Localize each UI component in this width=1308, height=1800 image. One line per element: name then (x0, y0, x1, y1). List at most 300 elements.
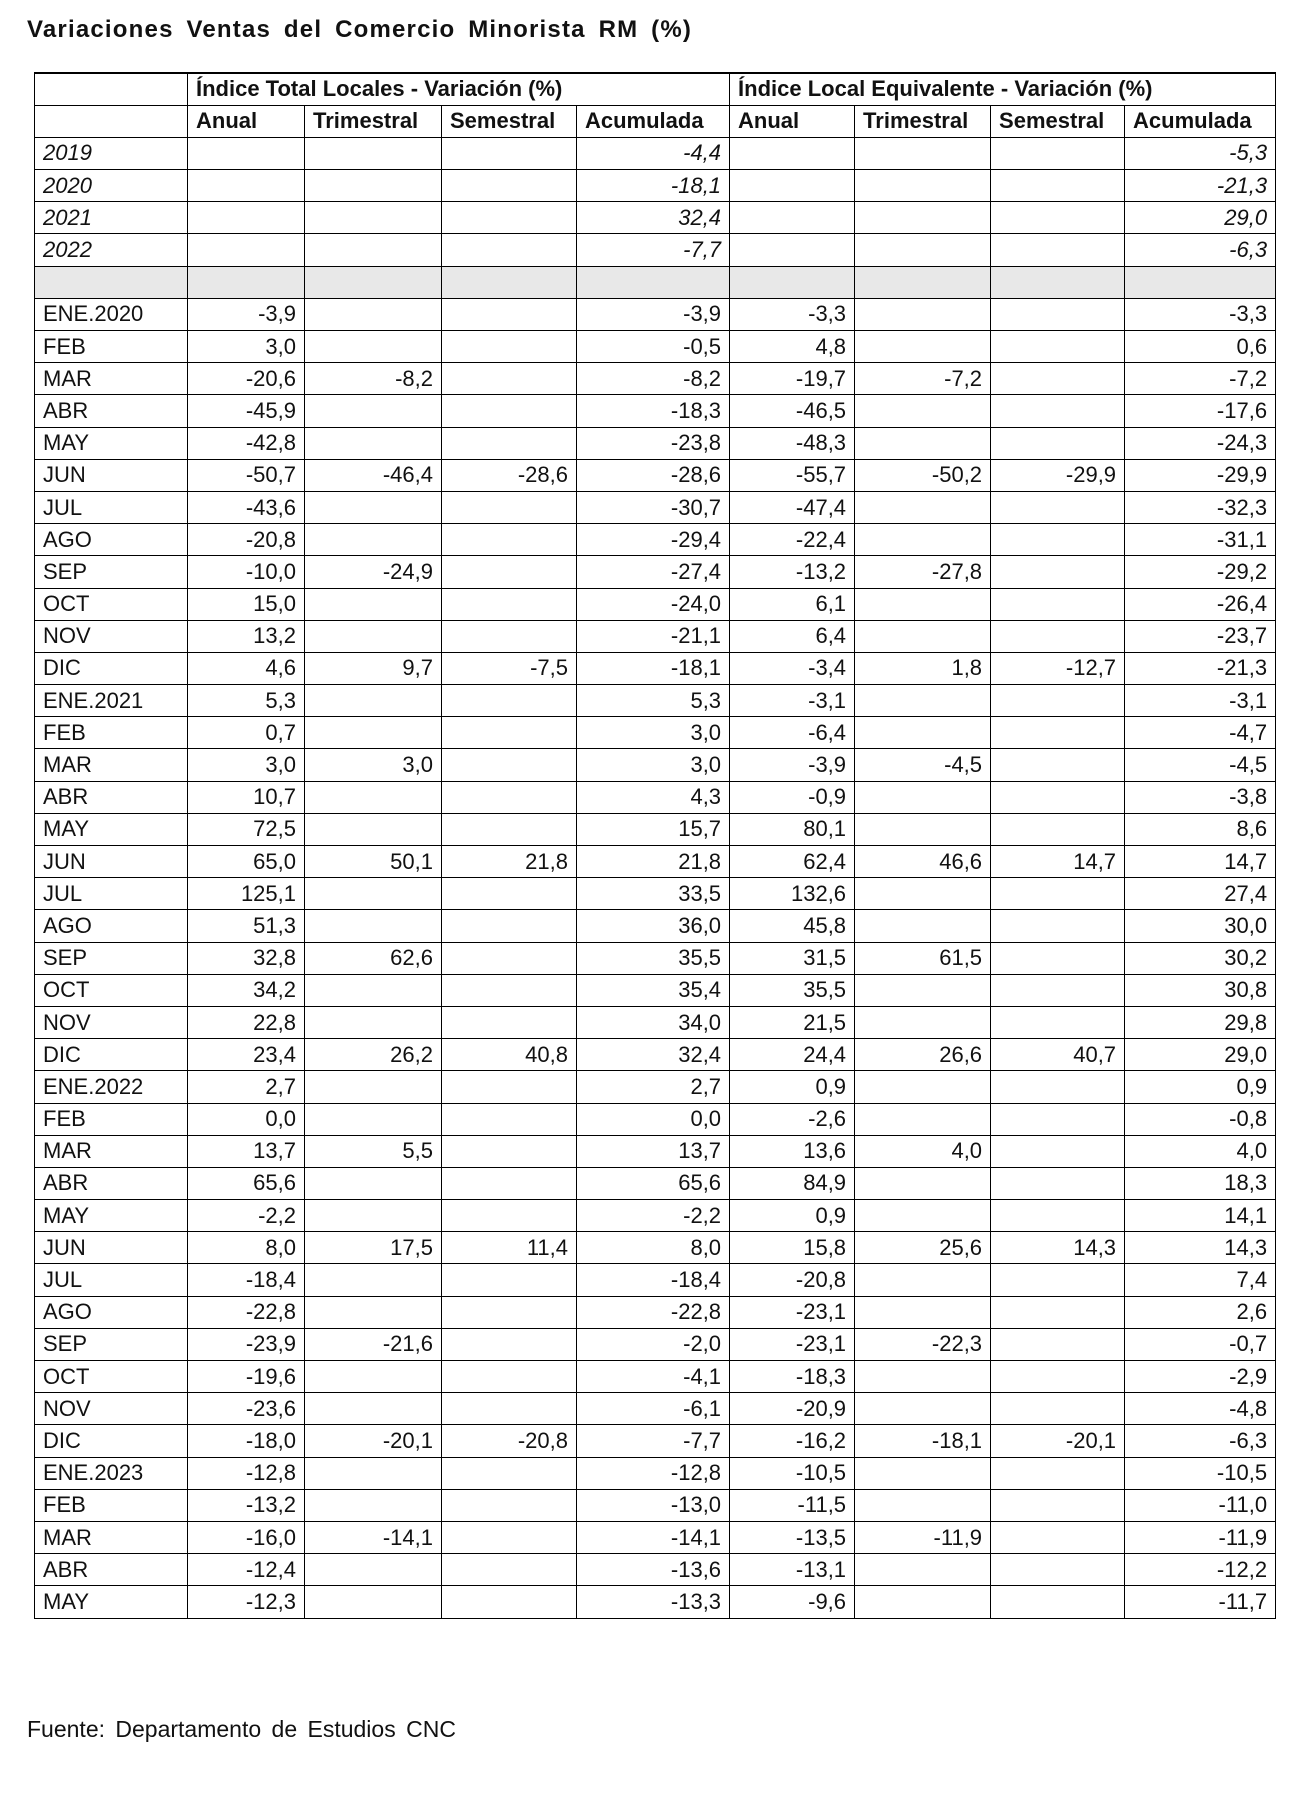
value-cell: -48,3 (730, 427, 855, 459)
value-cell (991, 974, 1125, 1006)
value-cell: -8,2 (305, 363, 442, 395)
value-cell (991, 942, 1125, 974)
value-cell: -30,7 (577, 491, 730, 523)
value-cell: -22,3 (855, 1328, 991, 1360)
value-cell (442, 1264, 577, 1296)
value-cell: 23,4 (188, 1039, 305, 1071)
value-cell (855, 1457, 991, 1489)
value-cell (305, 427, 442, 459)
value-cell (991, 491, 1125, 523)
value-cell: 21,8 (442, 846, 577, 878)
value-cell: -13,6 (577, 1554, 730, 1586)
value-cell: -23,7 (1125, 620, 1276, 652)
table-row (35, 202, 1276, 234)
table-row (35, 234, 1276, 266)
table-row (35, 781, 1276, 813)
value-cell: 3,0 (188, 749, 305, 781)
period-cell: JUL (35, 1264, 188, 1296)
value-cell: -24,3 (1125, 427, 1276, 459)
period-cell: MAR (35, 363, 188, 395)
table-row (35, 1457, 1276, 1489)
value-cell: 35,5 (730, 974, 855, 1006)
value-cell: -20,1 (991, 1425, 1125, 1457)
period-cell: OCT (35, 588, 188, 620)
value-cell: -43,6 (188, 491, 305, 523)
period-cell: DIC (35, 1425, 188, 1457)
value-cell: 0,6 (1125, 331, 1276, 363)
value-cell (442, 298, 577, 330)
value-cell (855, 910, 991, 942)
value-cell (991, 1103, 1125, 1135)
value-cell: -3,9 (577, 298, 730, 330)
value-cell (730, 234, 855, 266)
separator-cell (442, 266, 577, 298)
value-cell (991, 395, 1125, 427)
column-header: Acumulada (577, 105, 730, 137)
value-cell (305, 974, 442, 1006)
table-row (35, 813, 1276, 845)
value-cell: -27,8 (855, 556, 991, 588)
value-cell (305, 524, 442, 556)
value-cell: -7,5 (442, 652, 577, 684)
value-cell: -12,2 (1125, 1554, 1276, 1586)
sub-header-row (35, 105, 1276, 137)
value-cell (442, 1296, 577, 1328)
value-cell (855, 781, 991, 813)
value-cell: -11,9 (855, 1521, 991, 1553)
value-cell (305, 395, 442, 427)
value-cell (442, 1006, 577, 1038)
value-cell: 3,0 (188, 331, 305, 363)
source-note: Fuente: Departamento de Estudios CNC (27, 1716, 456, 1742)
value-cell (991, 1457, 1125, 1489)
value-cell: -2,0 (577, 1328, 730, 1360)
value-cell (305, 588, 442, 620)
value-cell: 11,4 (442, 1232, 577, 1264)
value-cell (442, 749, 577, 781)
value-cell: -23,1 (730, 1296, 855, 1328)
value-cell (442, 1554, 577, 1586)
value-cell: 8,6 (1125, 813, 1276, 845)
value-cell: 30,2 (1125, 942, 1276, 974)
value-cell: 8,0 (577, 1232, 730, 1264)
value-cell (305, 1586, 442, 1618)
value-cell (991, 202, 1125, 234)
value-cell (442, 202, 577, 234)
value-cell: 65,6 (577, 1167, 730, 1199)
value-cell: -3,9 (188, 298, 305, 330)
value-cell (442, 556, 577, 588)
value-cell: -22,8 (188, 1296, 305, 1328)
table-row (35, 1328, 1276, 1360)
value-cell: -4,8 (1125, 1393, 1276, 1425)
value-cell: -26,4 (1125, 588, 1276, 620)
value-cell: -12,8 (577, 1457, 730, 1489)
table-row (35, 170, 1276, 202)
value-cell: 14,1 (1125, 1200, 1276, 1232)
value-cell (855, 717, 991, 749)
value-cell (855, 1006, 991, 1038)
value-cell: -5,3 (1125, 137, 1276, 169)
value-cell: -29,4 (577, 524, 730, 556)
value-cell (855, 1167, 991, 1199)
value-cell: 17,5 (305, 1232, 442, 1264)
value-cell: 5,3 (577, 685, 730, 717)
table-row (35, 652, 1276, 684)
value-cell: 4,8 (730, 331, 855, 363)
value-cell: 0,0 (577, 1103, 730, 1135)
value-cell: -20,9 (730, 1393, 855, 1425)
value-cell (855, 1586, 991, 1618)
value-cell: -2,9 (1125, 1361, 1276, 1393)
value-cell: -20,8 (442, 1425, 577, 1457)
value-cell: -13,1 (730, 1554, 855, 1586)
value-cell (991, 1200, 1125, 1232)
value-cell: -21,3 (1125, 170, 1276, 202)
value-cell: 0,9 (730, 1200, 855, 1232)
table-row (35, 524, 1276, 556)
value-cell: -4,4 (577, 137, 730, 169)
value-cell (305, 685, 442, 717)
separator-cell (35, 266, 188, 298)
value-cell (991, 1296, 1125, 1328)
value-cell: -23,6 (188, 1393, 305, 1425)
period-cell: OCT (35, 974, 188, 1006)
table-row (35, 137, 1276, 169)
value-cell (442, 491, 577, 523)
separator-cell (1125, 266, 1276, 298)
value-cell (442, 1489, 577, 1521)
value-cell: -20,8 (188, 524, 305, 556)
value-cell (305, 1393, 442, 1425)
value-cell: 13,7 (188, 1135, 305, 1167)
value-cell: 5,5 (305, 1135, 442, 1167)
value-cell (855, 1071, 991, 1103)
period-cell: JUL (35, 878, 188, 910)
value-cell: 29,0 (1125, 1039, 1276, 1071)
period-cell: ENE.2020 (35, 298, 188, 330)
value-cell (855, 137, 991, 169)
value-cell (442, 1457, 577, 1489)
value-cell: -13,3 (577, 1586, 730, 1618)
value-cell (855, 170, 991, 202)
value-cell: -6,3 (1125, 1425, 1276, 1457)
value-cell: -6,1 (577, 1393, 730, 1425)
value-cell (305, 878, 442, 910)
value-cell (855, 491, 991, 523)
value-cell (991, 588, 1125, 620)
value-cell: -18,1 (855, 1425, 991, 1457)
period-cell: DIC (35, 652, 188, 684)
value-cell: 18,3 (1125, 1167, 1276, 1199)
value-cell: -24,9 (305, 556, 442, 588)
separator-cell (855, 266, 991, 298)
value-cell (305, 910, 442, 942)
table-row (35, 1167, 1276, 1199)
value-cell (991, 685, 1125, 717)
value-cell: -42,8 (188, 427, 305, 459)
table-row (35, 1071, 1276, 1103)
value-cell: 4,0 (855, 1135, 991, 1167)
value-cell: 15,7 (577, 813, 730, 845)
table-row (35, 749, 1276, 781)
value-cell (442, 1167, 577, 1199)
period-cell: 2022 (35, 234, 188, 266)
value-cell (442, 1521, 577, 1553)
period-cell: DIC (35, 1039, 188, 1071)
value-cell: 31,5 (730, 942, 855, 974)
sales-variation-table (34, 72, 1276, 1619)
separator-cell (188, 266, 305, 298)
value-cell: -10,5 (1125, 1457, 1276, 1489)
value-cell: 4,6 (188, 652, 305, 684)
table-row (35, 1393, 1276, 1425)
value-cell: 0,7 (188, 717, 305, 749)
value-cell: -20,1 (305, 1425, 442, 1457)
value-cell (305, 491, 442, 523)
value-cell (991, 1071, 1125, 1103)
value-cell: 22,8 (188, 1006, 305, 1038)
value-cell: 51,3 (188, 910, 305, 942)
value-cell: -4,5 (1125, 749, 1276, 781)
value-cell (305, 1103, 442, 1135)
separator-cell (577, 266, 730, 298)
table-row (35, 1586, 1276, 1618)
value-cell: -16,2 (730, 1425, 855, 1457)
value-cell (442, 588, 577, 620)
table-row (35, 1232, 1276, 1264)
value-cell: -46,4 (305, 459, 442, 491)
value-cell: -28,6 (577, 459, 730, 491)
period-cell: FEB (35, 1103, 188, 1135)
value-cell: -18,1 (577, 652, 730, 684)
column-header: Semestral (442, 105, 577, 137)
value-cell: -12,4 (188, 1554, 305, 1586)
value-cell: -45,9 (188, 395, 305, 427)
group-header-row (35, 73, 1276, 105)
value-cell (855, 395, 991, 427)
period-cell: ENE.2023 (35, 1457, 188, 1489)
value-cell: 34,0 (577, 1006, 730, 1038)
period-cell: NOV (35, 620, 188, 652)
group-header: Índice Total Locales - Variación (%) (188, 73, 730, 105)
value-cell (305, 234, 442, 266)
value-cell: 26,2 (305, 1039, 442, 1071)
value-cell: 26,6 (855, 1039, 991, 1071)
period-cell: OCT (35, 1361, 188, 1393)
value-cell (991, 363, 1125, 395)
value-cell: 30,8 (1125, 974, 1276, 1006)
separator-cell (305, 266, 442, 298)
value-cell (305, 1296, 442, 1328)
value-cell: -46,5 (730, 395, 855, 427)
value-cell (855, 1393, 991, 1425)
value-cell (991, 1361, 1125, 1393)
value-cell (855, 298, 991, 330)
value-cell (991, 620, 1125, 652)
value-cell: -13,0 (577, 1489, 730, 1521)
value-cell (442, 234, 577, 266)
value-cell: 8,0 (188, 1232, 305, 1264)
value-cell (442, 1393, 577, 1425)
value-cell (991, 813, 1125, 845)
value-cell: 45,8 (730, 910, 855, 942)
value-cell: -47,4 (730, 491, 855, 523)
table-row (35, 298, 1276, 330)
value-cell: 15,0 (188, 588, 305, 620)
value-cell: -12,7 (991, 652, 1125, 684)
value-cell: 10,7 (188, 781, 305, 813)
value-cell: 62,6 (305, 942, 442, 974)
value-cell: 35,4 (577, 974, 730, 1006)
value-cell: 62,4 (730, 846, 855, 878)
value-cell: -29,2 (1125, 556, 1276, 588)
value-cell: -0,8 (1125, 1103, 1276, 1135)
value-cell (991, 910, 1125, 942)
value-cell: -18,3 (577, 395, 730, 427)
value-cell: 5,3 (188, 685, 305, 717)
value-cell: -27,4 (577, 556, 730, 588)
value-cell (188, 234, 305, 266)
period-cell: JUN (35, 846, 188, 878)
value-cell: 29,0 (1125, 202, 1276, 234)
value-cell: -23,9 (188, 1328, 305, 1360)
value-cell: 1,8 (855, 652, 991, 684)
value-cell: -0,5 (577, 331, 730, 363)
value-cell (855, 974, 991, 1006)
value-cell (855, 813, 991, 845)
separator-cell (730, 266, 855, 298)
value-cell: 32,4 (577, 1039, 730, 1071)
value-cell (855, 588, 991, 620)
value-cell: -14,1 (305, 1521, 442, 1553)
value-cell: 29,8 (1125, 1006, 1276, 1038)
value-cell: 2,7 (188, 1071, 305, 1103)
value-cell: -21,3 (1125, 652, 1276, 684)
value-cell: -3,1 (730, 685, 855, 717)
value-cell: 40,8 (442, 1039, 577, 1071)
value-cell: -2,6 (730, 1103, 855, 1135)
column-header: Anual (188, 105, 305, 137)
separator-row (35, 266, 1276, 298)
value-cell: -13,5 (730, 1521, 855, 1553)
value-cell (442, 363, 577, 395)
page-title: Variaciones Ventas del Comercio Minorista RM (%) (27, 16, 693, 43)
value-cell (305, 137, 442, 169)
table-row (35, 1006, 1276, 1038)
value-cell (442, 427, 577, 459)
value-cell: 9,7 (305, 652, 442, 684)
value-cell (991, 556, 1125, 588)
value-cell: -19,6 (188, 1361, 305, 1393)
value-cell: -7,7 (577, 234, 730, 266)
column-header: Trimestral (305, 105, 442, 137)
value-cell (991, 1521, 1125, 1553)
value-cell (305, 298, 442, 330)
value-cell: 84,9 (730, 1167, 855, 1199)
table-row (35, 942, 1276, 974)
table-row (35, 588, 1276, 620)
table-row (35, 846, 1276, 878)
value-cell (991, 1006, 1125, 1038)
value-cell: 14,3 (1125, 1232, 1276, 1264)
corner-cell (35, 73, 188, 105)
value-cell: -24,0 (577, 588, 730, 620)
table-row (35, 685, 1276, 717)
value-cell: 2,7 (577, 1071, 730, 1103)
value-cell (442, 717, 577, 749)
value-cell (305, 202, 442, 234)
value-cell (991, 878, 1125, 910)
table-row (35, 1200, 1276, 1232)
value-cell: -22,4 (730, 524, 855, 556)
value-cell: 132,6 (730, 878, 855, 910)
value-cell: -3,3 (1125, 298, 1276, 330)
table-row (35, 363, 1276, 395)
value-cell: 3,0 (305, 749, 442, 781)
value-cell (991, 1586, 1125, 1618)
value-cell: -18,1 (577, 170, 730, 202)
value-cell (305, 1264, 442, 1296)
value-cell: 33,5 (577, 878, 730, 910)
period-cell: FEB (35, 717, 188, 749)
value-cell (442, 781, 577, 813)
value-cell (305, 1457, 442, 1489)
value-cell: -28,6 (442, 459, 577, 491)
period-cell: MAY (35, 1586, 188, 1618)
period-cell: ABR (35, 395, 188, 427)
period-cell: JUL (35, 491, 188, 523)
period-cell: AGO (35, 910, 188, 942)
table-row (35, 1039, 1276, 1071)
table-row (35, 1425, 1276, 1457)
column-header: Acumulada (1125, 105, 1276, 137)
value-cell (991, 170, 1125, 202)
value-cell (855, 234, 991, 266)
table-row (35, 395, 1276, 427)
value-cell (855, 1103, 991, 1135)
value-cell: 72,5 (188, 813, 305, 845)
value-cell: 32,4 (577, 202, 730, 234)
value-cell (855, 1489, 991, 1521)
value-cell (855, 202, 991, 234)
value-cell: -12,8 (188, 1457, 305, 1489)
value-cell: 0,9 (1125, 1071, 1276, 1103)
value-cell (991, 1264, 1125, 1296)
column-header: Anual (730, 105, 855, 137)
period-cell: MAY (35, 1200, 188, 1232)
value-cell: -32,3 (1125, 491, 1276, 523)
value-cell (730, 202, 855, 234)
value-cell: -20,8 (730, 1264, 855, 1296)
period-cell: MAR (35, 1135, 188, 1167)
period-cell: ABR (35, 1554, 188, 1586)
value-cell (442, 1103, 577, 1135)
table-row (35, 620, 1276, 652)
period-cell: MAR (35, 749, 188, 781)
value-cell: 50,1 (305, 846, 442, 878)
value-cell: 13,6 (730, 1135, 855, 1167)
value-cell (305, 1006, 442, 1038)
value-cell (442, 524, 577, 556)
period-cell: FEB (35, 331, 188, 363)
value-cell (855, 1264, 991, 1296)
value-cell: 21,5 (730, 1006, 855, 1038)
value-cell: -10,5 (730, 1457, 855, 1489)
period-cell: MAY (35, 813, 188, 845)
value-cell (442, 1586, 577, 1618)
value-cell: 24,4 (730, 1039, 855, 1071)
